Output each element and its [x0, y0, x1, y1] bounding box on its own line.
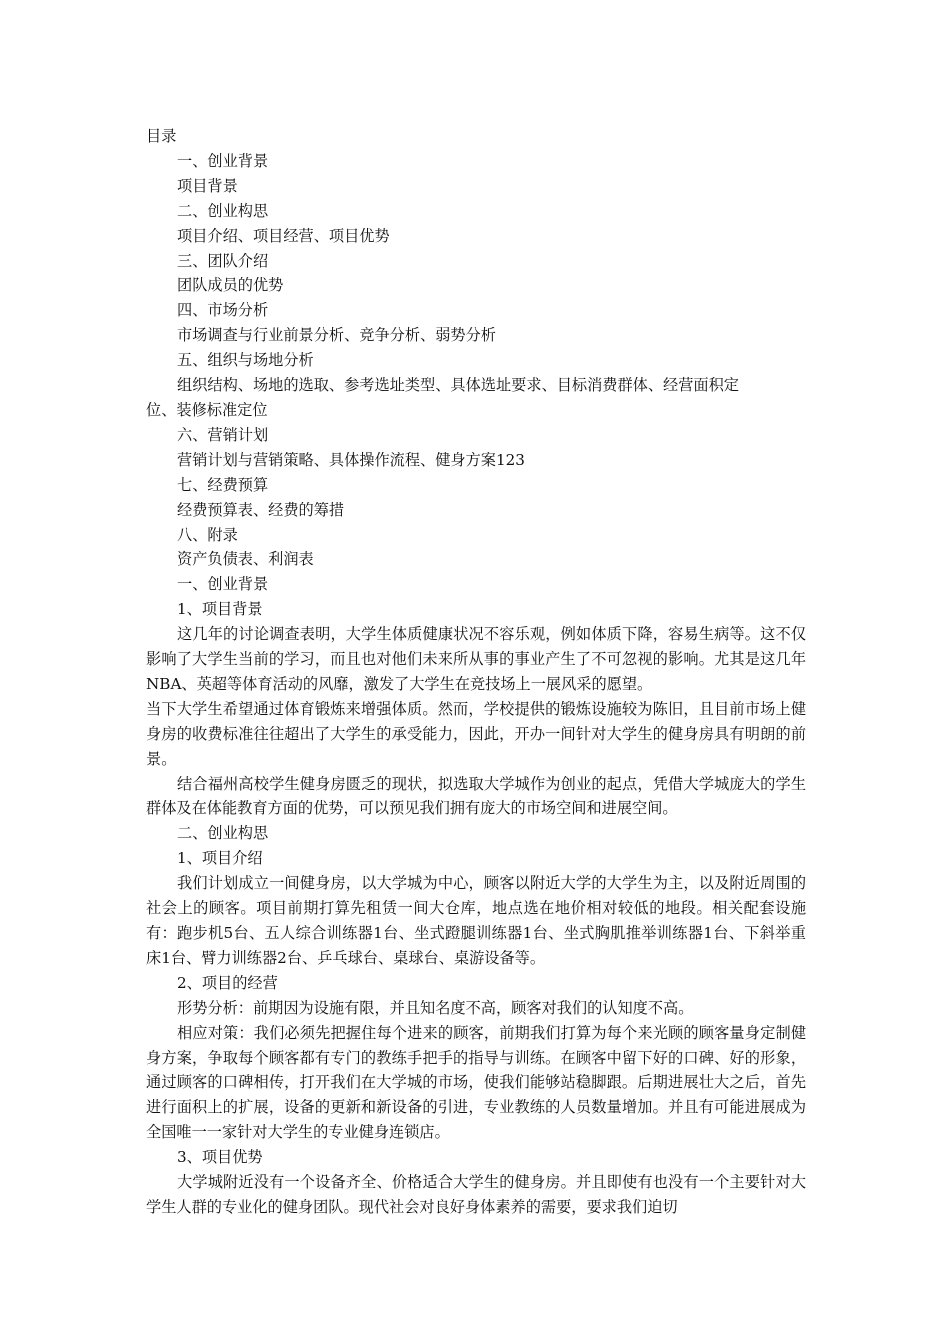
toc-item: 市场调查与行业前景分析、竞争分析、弱势分析 — [177, 326, 496, 345]
toc-item-wrapped-end: 位、装修标准定位 — [146, 400, 268, 419]
toc-item: 七、经费预算 — [177, 475, 269, 494]
subsection-heading: 1、项目背景 — [177, 600, 263, 619]
toc-item-wrapped-start: 组织结构、场地的选取、参考选址类型、具体选址要求、目标消费群体、经营面积定 — [177, 376, 739, 395]
toc-title: 目录 — [146, 127, 177, 145]
paragraph: 形势分析：前期因为设施有限，并且知名度不高，顾客对我们的认知度不高。 — [177, 998, 694, 1017]
document-body — [146, 124, 806, 1220]
toc-item: 资产负债表、利润表 — [177, 550, 314, 569]
toc-item: 八、附录 — [177, 525, 238, 544]
subsection-heading: 2、项目的经营 — [177, 973, 278, 992]
toc-item: 五、组织与场地分析 — [177, 351, 314, 370]
paragraph: 这几年的讨论调查表明，大学生体质健康状况不容乐观，例如体质下降，容易生病等。这不仅影响了大学生当前的学习，而且也对他们未来所从事的事业产生了不可忽视的影响。尤其是这几年NBA、英超等体育活动的风靡，激发了大学生在竞技场上一展风采的愿望。 — [146, 625, 806, 693]
toc-item: 项目介绍、项目经营、项目优势 — [177, 226, 390, 245]
paragraph: 当下大学生希望通过体育锻炼来增强体质。然而，学校提供的锻炼设施较为陈旧，且目前市场上健身房的收费标准往往超出了大学生的承受能力，因此，开办一间针对大学生的健身房具有明朗的前景。 — [146, 699, 806, 768]
paragraph: 大学城附近没有一个设备齐全、价格适合大学生的健身房。并且即使有也没有一个主要针对大学生人群的专业化的健身团队。现代社会对良好身体素养的需要，要求我们迫切 — [146, 1173, 806, 1216]
toc-item: 经费预算表、经费的筹措 — [177, 500, 345, 519]
toc-item: 四、市场分析 — [177, 301, 269, 320]
toc-item: 一、创业背景 — [177, 151, 269, 170]
toc-item: 营销计划与营销策略、具体操作流程、健身方案123 — [177, 450, 525, 469]
subsection-heading: 3、项目优势 — [177, 1148, 263, 1167]
toc-item: 项目背景 — [177, 176, 238, 195]
toc-item: 团队成员的优势 — [177, 276, 284, 295]
toc-item: 三、团队介绍 — [177, 251, 269, 270]
paragraph: 结合福州高校学生健身房匮乏的现状，拟选取大学城作为创业的起点，凭借大学城庞大的学生群体及在体能教育方面的优势，可以预见我们拥有庞大的市场空间和进展空间。 — [146, 774, 806, 818]
section-heading: 二、创业构思 — [177, 824, 269, 843]
paragraph: 相应对策：我们必须先把握住每个进来的顾客，前期我们打算为每个来光顾的顾客量身定制健身方案，争取每个顾客都有专门的教练手把手的指导与训练。在顾客中留下好的口碑、好的形象，通过顾客的口碑相传，打开我们在大学城的市场，使我们能够站稳脚跟。后期进展壮大之后，首先进行面积上的扩展，设备的更新和新设备的引进，专业教练的人员数量增加。并且有可能进展成为全国唯一一家针对大学生的专业健身连锁店。 — [146, 1023, 806, 1142]
subsection-heading: 1、项目介绍 — [177, 849, 263, 868]
paragraph: 我们计划成立一间健身房，以大学城为中心，顾客以附近大学的大学生为主，以及附近周围的社会上的顾客。项目前期打算先租赁一间大仓库，地点选在地价相对较低的地段。相关配套设施有：跑步机5台、五人综合训练器1台、坐式蹬腿训练器1台、坐式胸肌推举训练器1台、下斜举重床1台、臂力训练器2台、乒乓球台、桌球台、桌游设备等。 — [146, 874, 806, 967]
toc-item: 二、创业构思 — [177, 201, 269, 220]
toc-item: 六、营销计划 — [177, 425, 269, 444]
section-heading: 一、创业背景 — [177, 575, 269, 594]
